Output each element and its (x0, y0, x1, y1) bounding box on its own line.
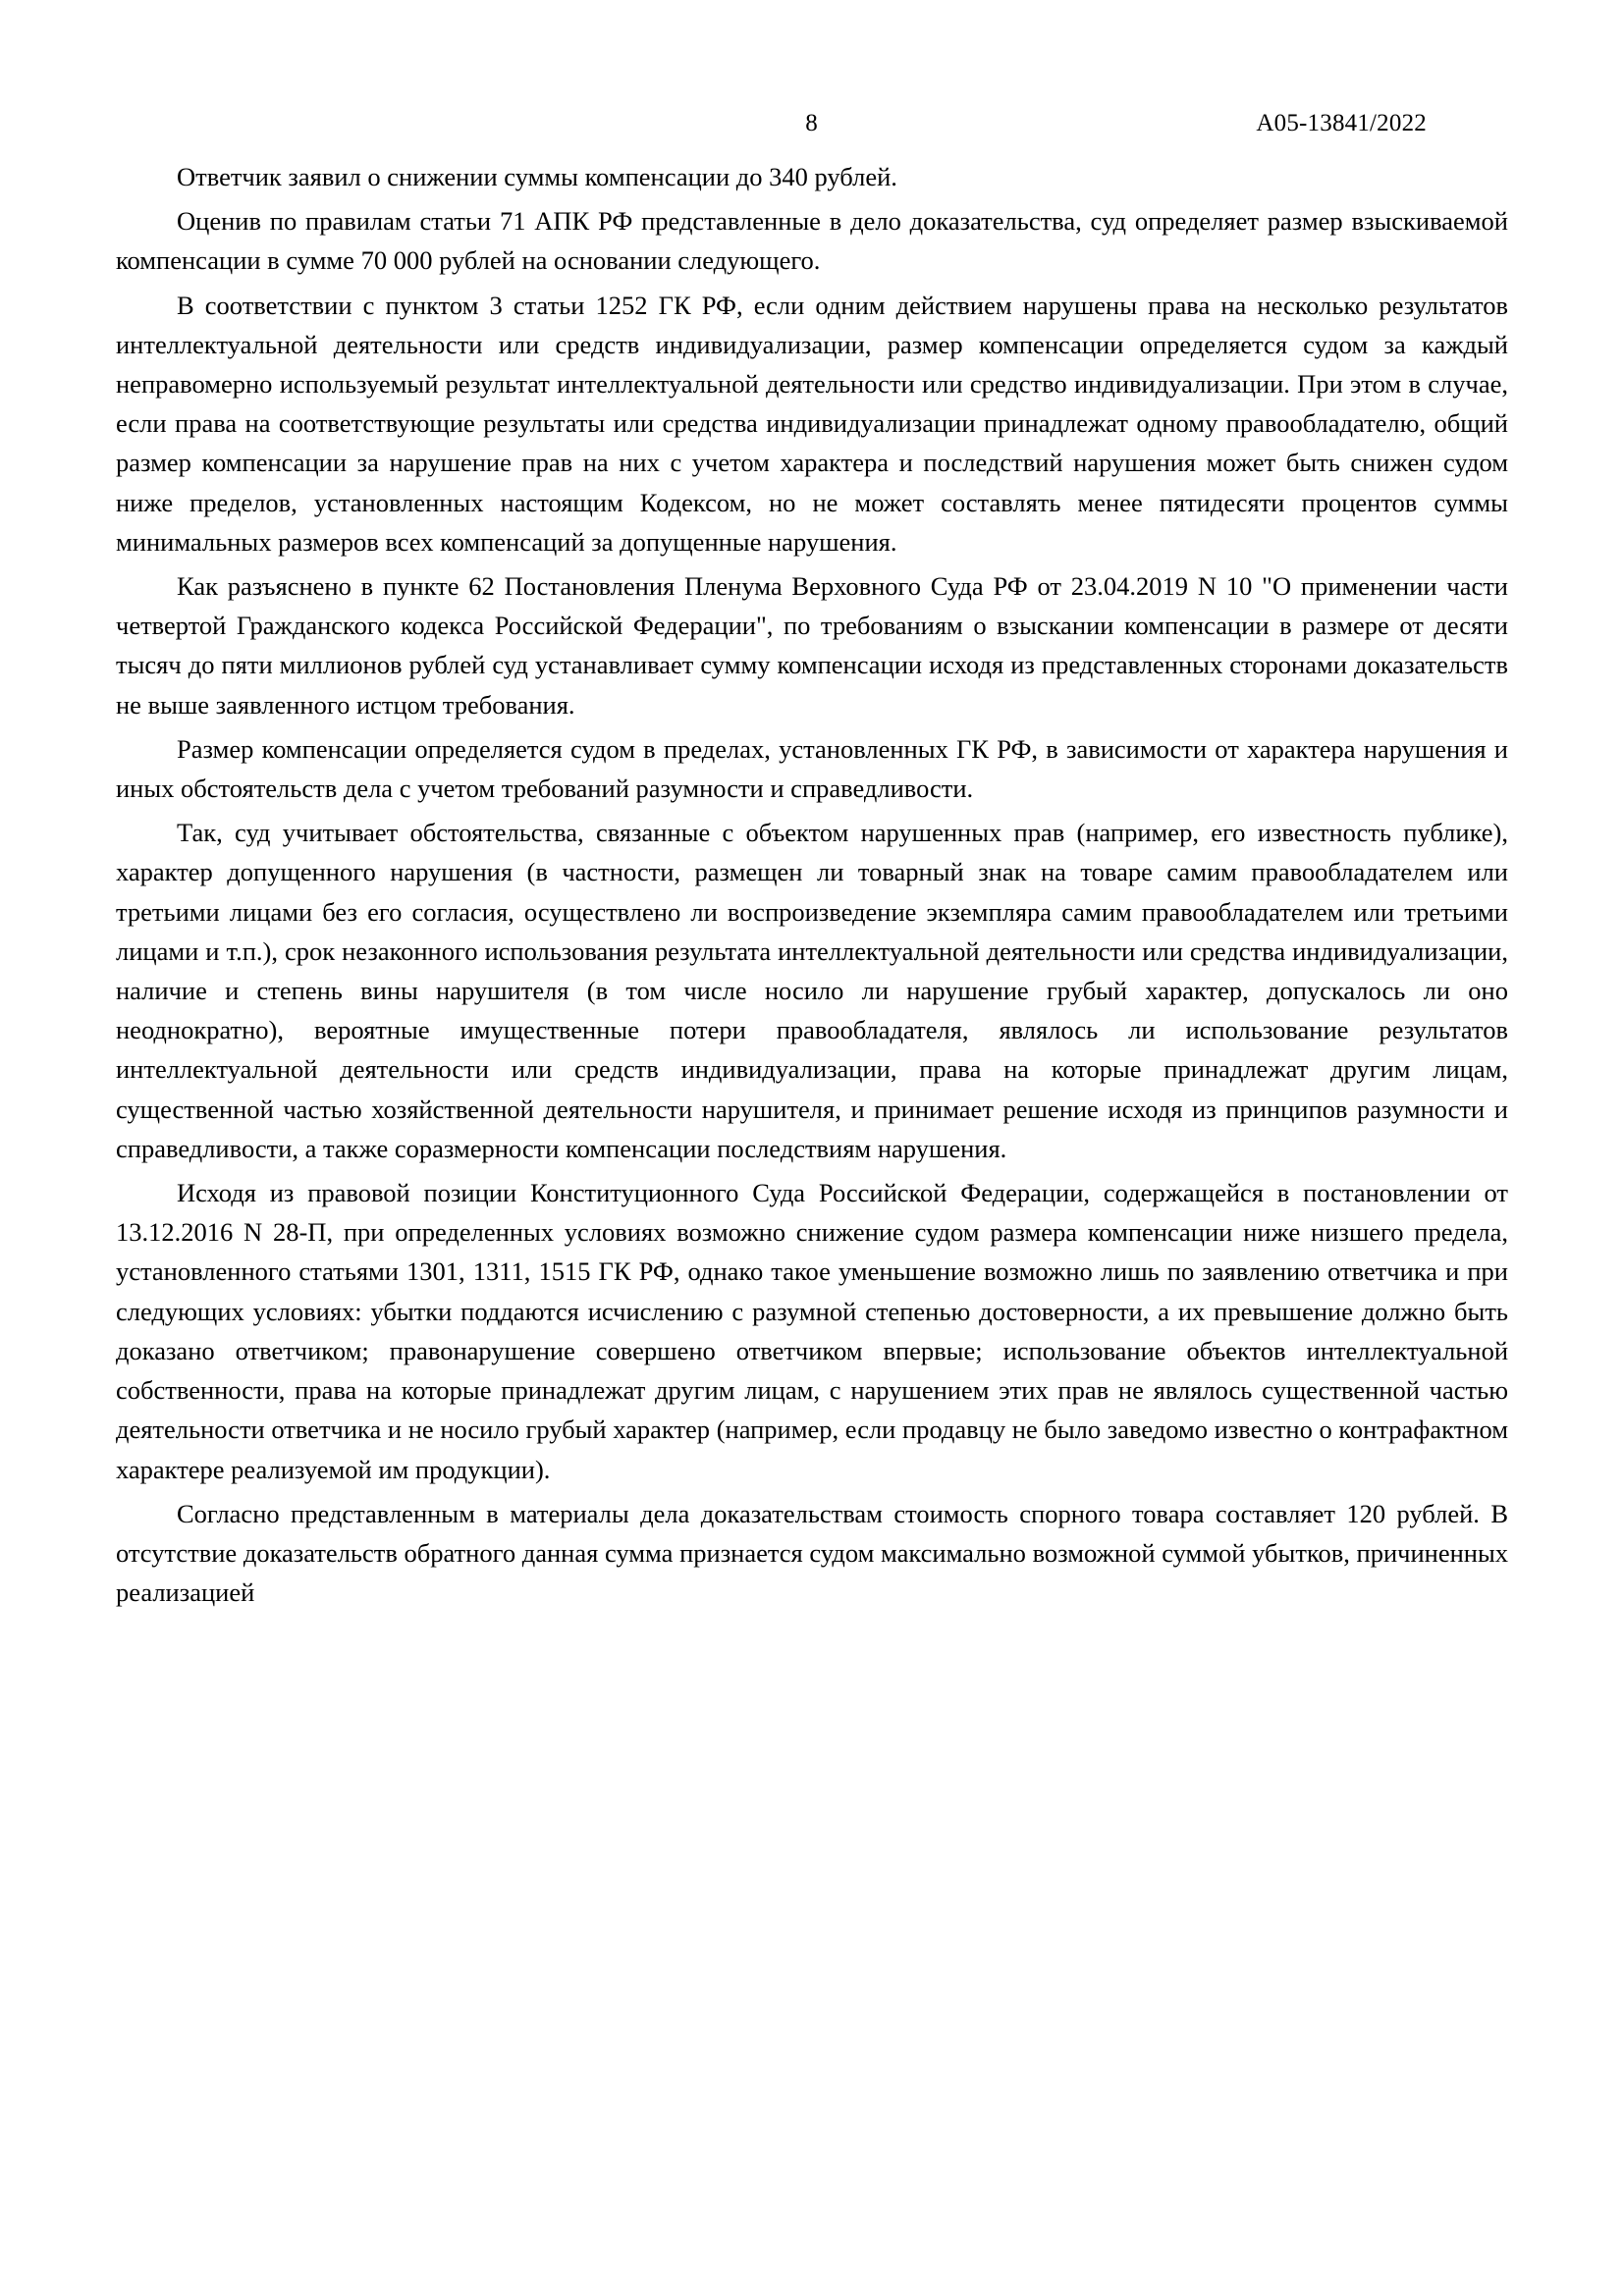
paragraph: Согласно представленным в материалы дела доказательствам стоимость спорного товара составляет 120 рублей. В отсутствие доказательств обратного данная сумма признается судом максимально возможной суммой убытков, причиненных реализацией (116, 1498, 1508, 1608)
page-header (0, 110, 1623, 139)
paragraph: Размер компенсации определяется судом в пределах, установленных ГК РФ, в зависимости от характера нарушения и иных обстоятельств дела с учетом требований разумности и справедливости. (116, 733, 1508, 804)
case-number: А05-13841/2022 (1256, 110, 1427, 136)
paragraph: Исходя из правовой позиции Конституционного Суда Российской Федерации, содержащейся в постановлении от 13.12.2016 N 28-П, при определенных условиях возможно снижение судом размера компенсации ниже низшего предела, установленного статьями 1301, 1311, 1515 ГК РФ, однако такое уменьшение возможно лишь по заявлению ответчика и при следующих условиях: убытки поддаются исчислению с разумной степенью достоверности, а их превышение должно быть доказано ответчиком; правонарушение совершено ответчиком впервые; использование объектов интеллектуальной собственности, права на которые принадлежат другим лицам, с нарушением этих прав не являлось существенной частью деятельности ответчика и не носило грубый характер (например, если продавцу не было заведомо известно о контрафактном характере реализуемой им продукции). (116, 1178, 1508, 1484)
paragraph: Оценив по правилам статьи 71 АПК РФ представленные в дело доказательства, суд определяет размер взыскиваемой компенсации в сумме 70 000 рублей на основании следующего. (116, 206, 1508, 276)
document-body (116, 157, 1508, 1612)
page-number: 8 (805, 110, 818, 136)
paragraph: В соответствии с пунктом 3 статьи 1252 ГК РФ, если одним действием нарушены права на несколько результатов интеллектуальной деятельности или средств индивидуализации, размер компенсации определяется судом за каждый неправомерно используемый результат интеллектуальной деятельности или средство индивидуализации. При этом в случае, если права на соответствующие результаты или средства индивидуализации принадлежат одному правообладателю, общий размер компенсации за нарушение прав на них с учетом характера и последствий нарушения может быть снижен судом ниже пределов, установленных настоящим Кодексом, но не может составлять менее пятидесяти процентов суммы минимальных размеров всех компенсаций за допущенные нарушения. (116, 290, 1508, 557)
paragraph: Так, суд учитывает обстоятельства, связанные с объектом нарушенных прав (например, его известность публике), характер допущенного нарушения (в частности, размещен ли товарный знак на товаре самим правообладателем или третьими лицами без его согласия, осуществлено ли воспроизведение экземпляра самим правообладателем или третьими лицами и т.п.), срок незаконного использования результата интеллектуальной деятельности или средства индивидуализации, наличие и степень вины нарушителя (в том числе носило ли нарушение грубый характер, допускалось ли оно неоднократно), вероятные имущественные потери правообладателя, являлось ли использование результатов интеллектуальной деятельности или средств индивидуализации, права на которые принадлежат другим лицам, существенной частью хозяйственной деятельности нарушителя, и принимает решение исходя из принципов разумности и справедливости, а также соразмерности компенсации последствиям нарушения. (116, 818, 1508, 1163)
paragraph: Ответчик заявил о снижении суммы компенсации до 340 рублей. (177, 162, 897, 191)
paragraph: Как разъяснено в пункте 62 Постановления Пленума Верховного Суда РФ от 23.04.2019 N 10 "О применении части четвертой Гражданского кодекса Российской Федерации", по требованиям о взыскании компенсации в размере от десяти тысяч до пяти миллионов рублей суд устанавливает сумму компенсации исходя из представленных сторонами доказательств не выше заявленного истцом требования. (116, 571, 1508, 720)
